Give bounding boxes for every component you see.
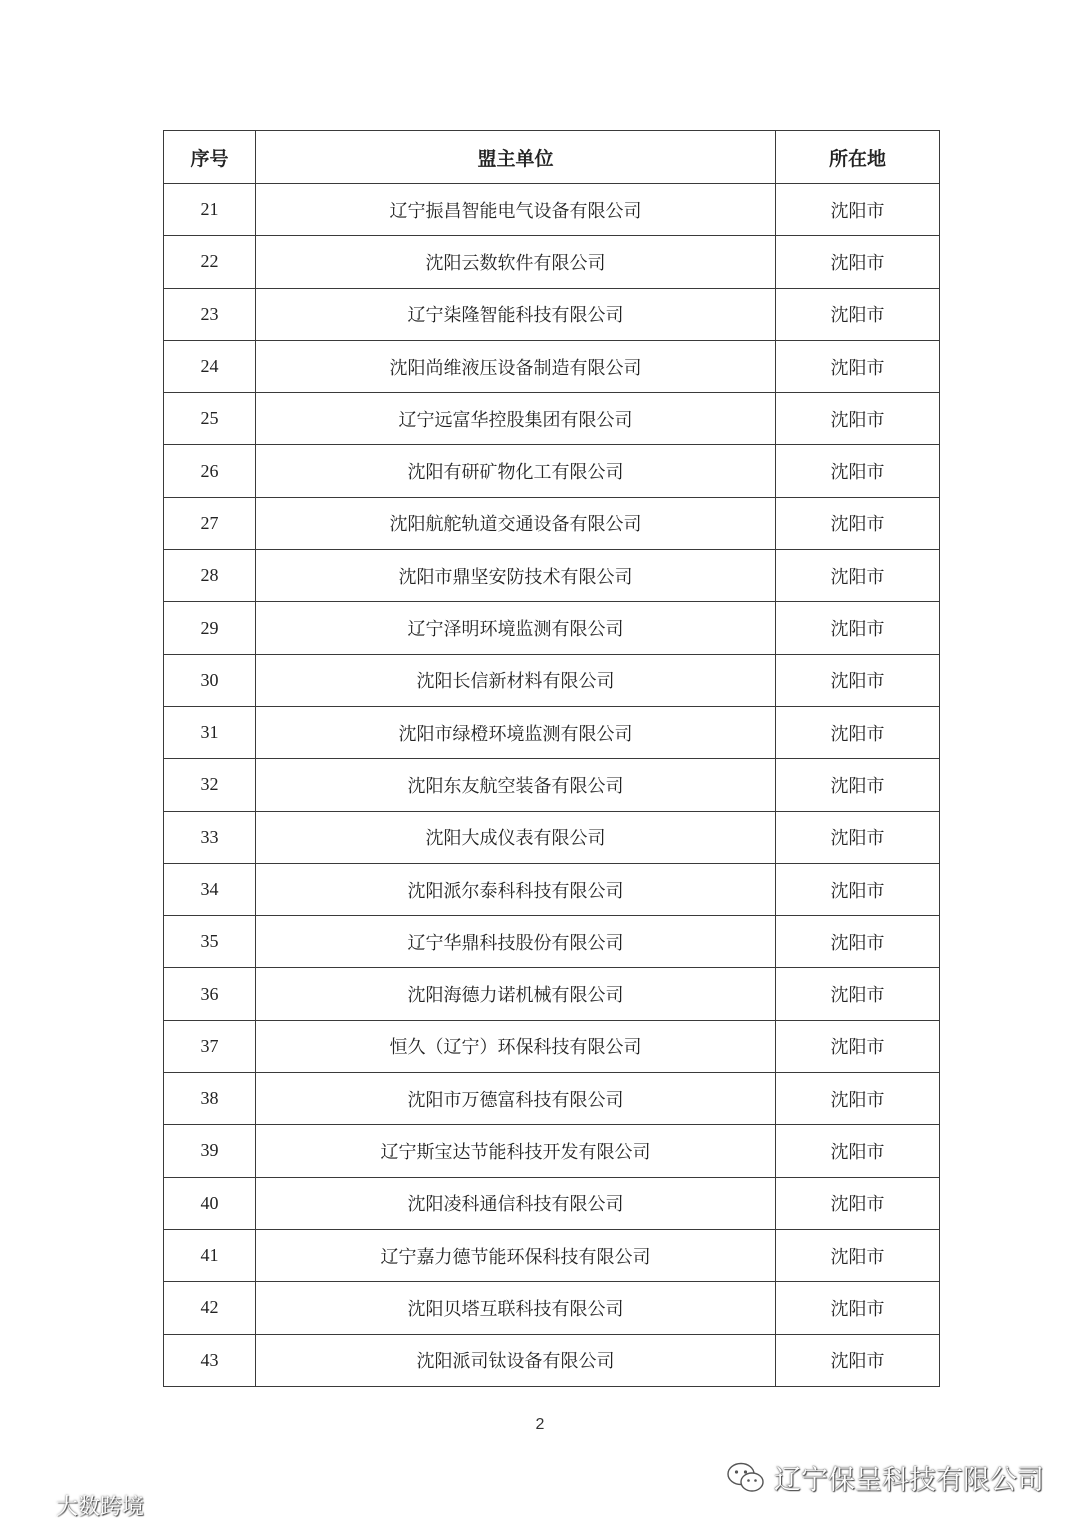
table-body xyxy=(164,184,940,1387)
table-row xyxy=(164,340,940,392)
row-index-cell: 37 xyxy=(164,1020,256,1072)
row-index-cell: 25 xyxy=(164,393,256,445)
wechat-icon xyxy=(726,1461,766,1495)
table-row xyxy=(164,393,940,445)
row-company-cell: 辽宁斯宝达节能科技开发有限公司 xyxy=(256,1125,776,1177)
row-company-cell: 辽宁嘉力德节能环保科技有限公司 xyxy=(256,1229,776,1281)
row-company-cell: 沈阳市万德富科技有限公司 xyxy=(256,1073,776,1125)
row-index-cell: 22 xyxy=(164,236,256,288)
row-location-cell: 沈阳市 xyxy=(776,393,940,445)
table-row xyxy=(164,602,940,654)
row-location-cell: 沈阳市 xyxy=(776,497,940,549)
header-location: 所在地 xyxy=(776,131,940,184)
row-location-cell: 沈阳市 xyxy=(776,1282,940,1334)
header-company: 盟主单位 xyxy=(256,131,776,184)
watermark-left-text: 大数跨境 xyxy=(56,1495,145,1520)
table-row xyxy=(164,1125,940,1177)
row-index-cell: 27 xyxy=(164,497,256,549)
row-company-cell: 沈阳航舵轨道交通设备有限公司 xyxy=(256,497,776,549)
watermark-right xyxy=(726,1458,1044,1497)
table-row xyxy=(164,445,940,497)
row-index-cell: 33 xyxy=(164,811,256,863)
table-row xyxy=(164,811,940,863)
row-index-cell: 41 xyxy=(164,1229,256,1281)
row-location-cell: 沈阳市 xyxy=(776,759,940,811)
row-company-cell: 沈阳海德力诺机械有限公司 xyxy=(256,968,776,1020)
row-index-cell: 23 xyxy=(164,288,256,340)
row-location-cell: 沈阳市 xyxy=(776,1177,940,1229)
table-row xyxy=(164,1282,940,1334)
table-row xyxy=(164,550,940,602)
row-location-cell: 沈阳市 xyxy=(776,1125,940,1177)
watermark-left xyxy=(6,1490,144,1521)
row-location-cell: 沈阳市 xyxy=(776,236,940,288)
row-location-cell: 沈阳市 xyxy=(776,288,940,340)
row-index-cell: 24 xyxy=(164,340,256,392)
row-company-cell: 沈阳长信新材料有限公司 xyxy=(256,654,776,706)
row-company-cell: 沈阳尚维液压设备制造有限公司 xyxy=(256,340,776,392)
row-location-cell: 沈阳市 xyxy=(776,916,940,968)
table-row xyxy=(164,288,940,340)
row-company-cell: 辽宁振昌智能电气设备有限公司 xyxy=(256,184,776,236)
row-company-cell: 沈阳市绿橙环境监测有限公司 xyxy=(256,706,776,758)
logo-icon xyxy=(6,1493,52,1519)
row-company-cell: 辽宁华鼎科技股份有限公司 xyxy=(256,916,776,968)
table-row xyxy=(164,497,940,549)
row-location-cell: 沈阳市 xyxy=(776,1334,940,1386)
row-location-cell: 沈阳市 xyxy=(776,550,940,602)
row-index-cell: 30 xyxy=(164,654,256,706)
row-location-cell: 沈阳市 xyxy=(776,340,940,392)
row-company-cell: 沈阳东友航空装备有限公司 xyxy=(256,759,776,811)
row-location-cell: 沈阳市 xyxy=(776,968,940,1020)
table-row xyxy=(164,654,940,706)
row-index-cell: 34 xyxy=(164,863,256,915)
row-index-cell: 38 xyxy=(164,1073,256,1125)
table-row xyxy=(164,184,940,236)
row-company-cell: 恒久（辽宁）环保科技有限公司 xyxy=(256,1020,776,1072)
row-location-cell: 沈阳市 xyxy=(776,706,940,758)
table-row xyxy=(164,759,940,811)
row-index-cell: 40 xyxy=(164,1177,256,1229)
table-header-row xyxy=(164,131,940,184)
member-table xyxy=(163,130,940,1387)
table-row xyxy=(164,1177,940,1229)
table-row xyxy=(164,1229,940,1281)
row-company-cell: 沈阳凌科通信科技有限公司 xyxy=(256,1177,776,1229)
row-location-cell: 沈阳市 xyxy=(776,863,940,915)
row-company-cell: 辽宁泽明环境监测有限公司 xyxy=(256,602,776,654)
row-index-cell: 28 xyxy=(164,550,256,602)
table-row xyxy=(164,1020,940,1072)
row-company-cell: 沈阳派尔泰科科技有限公司 xyxy=(256,863,776,915)
row-location-cell: 沈阳市 xyxy=(776,811,940,863)
row-company-cell: 沈阳贝塔互联科技有限公司 xyxy=(256,1282,776,1334)
row-location-cell: 沈阳市 xyxy=(776,654,940,706)
row-company-cell: 沈阳云数软件有限公司 xyxy=(256,236,776,288)
table-row xyxy=(164,863,940,915)
row-index-cell: 43 xyxy=(164,1334,256,1386)
row-index-cell: 21 xyxy=(164,184,256,236)
row-company-cell: 沈阳大成仪表有限公司 xyxy=(256,811,776,863)
page-number: 2 xyxy=(535,1416,545,1433)
table-row xyxy=(164,706,940,758)
table-row xyxy=(164,1334,940,1386)
table-row xyxy=(164,968,940,1020)
row-location-cell: 沈阳市 xyxy=(776,445,940,497)
row-location-cell: 沈阳市 xyxy=(776,1229,940,1281)
watermark-right-text: 辽宁保呈科技有限公司 xyxy=(774,1465,1044,1496)
row-location-cell: 沈阳市 xyxy=(776,602,940,654)
row-index-cell: 31 xyxy=(164,706,256,758)
row-index-cell: 32 xyxy=(164,759,256,811)
row-location-cell: 沈阳市 xyxy=(776,1020,940,1072)
row-index-cell: 42 xyxy=(164,1282,256,1334)
table-row xyxy=(164,236,940,288)
header-index: 序号 xyxy=(164,131,256,184)
row-company-cell: 沈阳市鼎坚安防技术有限公司 xyxy=(256,550,776,602)
row-company-cell: 沈阳有研矿物化工有限公司 xyxy=(256,445,776,497)
row-location-cell: 沈阳市 xyxy=(776,184,940,236)
row-index-cell: 36 xyxy=(164,968,256,1020)
row-location-cell: 沈阳市 xyxy=(776,1073,940,1125)
table-row xyxy=(164,1073,940,1125)
row-index-cell: 26 xyxy=(164,445,256,497)
row-index-cell: 29 xyxy=(164,602,256,654)
row-index-cell: 35 xyxy=(164,916,256,968)
row-company-cell: 辽宁远富华控股集团有限公司 xyxy=(256,393,776,445)
row-company-cell: 沈阳派司钛设备有限公司 xyxy=(256,1334,776,1386)
member-table-container xyxy=(163,130,939,1387)
table-row xyxy=(164,916,940,968)
row-index-cell: 39 xyxy=(164,1125,256,1177)
row-company-cell: 辽宁柒隆智能科技有限公司 xyxy=(256,288,776,340)
